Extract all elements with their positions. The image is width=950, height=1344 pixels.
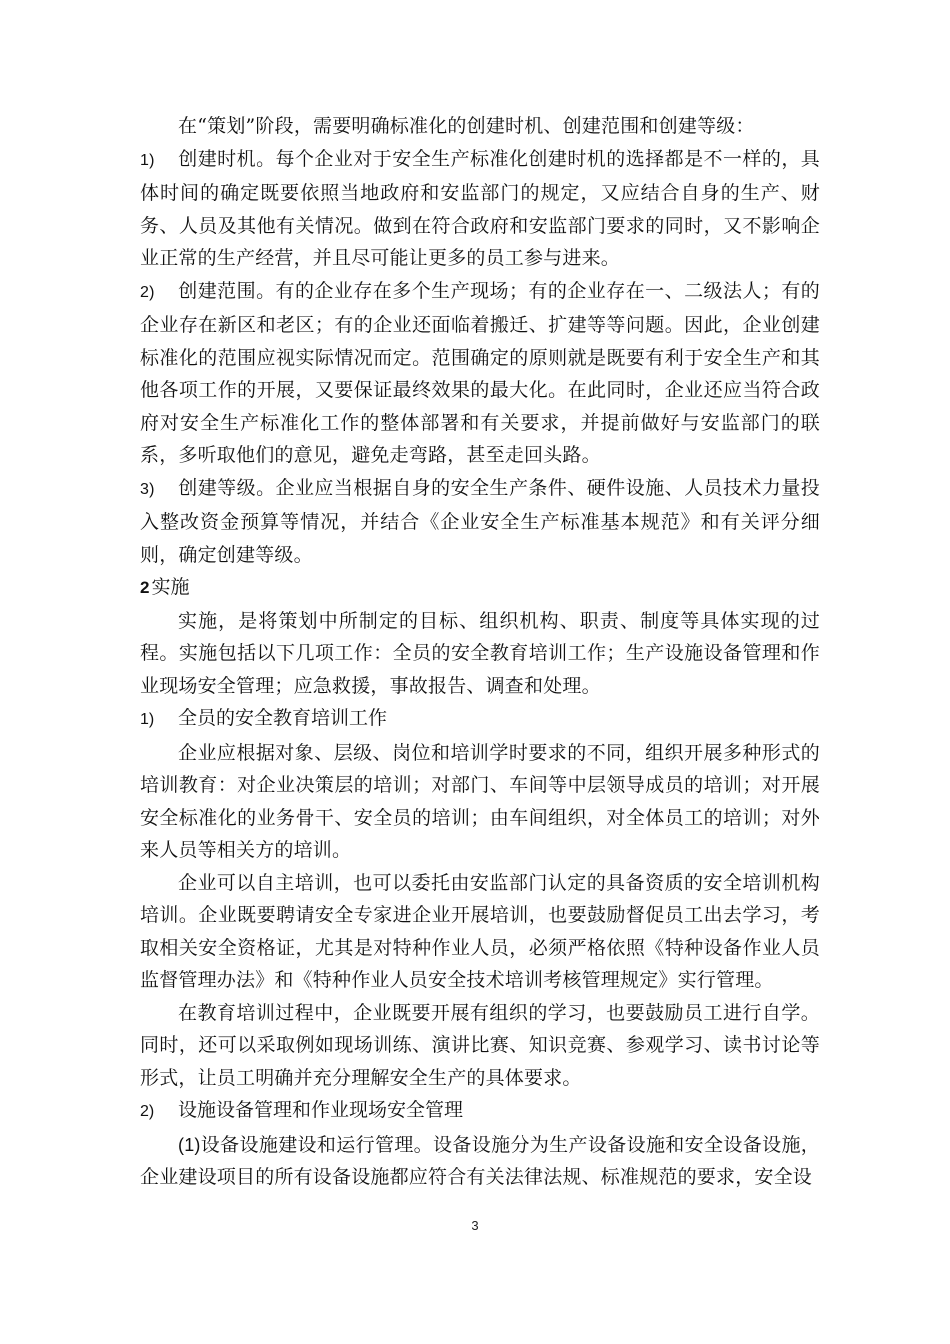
item-text: 创建范围。有的企业存在多个生产现场；有的企业存在一、二级法人；有的企业存在新区和老区；有的企业还面临着搬迁、扩建等等问题。因此，企业创建标准化的范围应视实际情况而定。范围确定的原则就是既要有利于安全生产和其他各项工作的开展，又要保证最终效果的最大化。在此同时，企业还应当符合政府对安全生产标准化工作的整体部署和有关要求，并提前做好与安监部门的联系，多听取他们的意见，避免走弯路，甚至走回头路。 [140, 279, 820, 466]
item-text: 创建等级。企业应当根据自身的安全生产条件、硬件设施、人员技术力量投入整改资金预算等情况，并结合《企业安全生产标准基本规范》和有关评分细则，确定创建等级。 [140, 476, 820, 566]
subsection-title: 全员的安全教育培训工作 [178, 707, 388, 729]
subsection-heading-equipment [140, 1094, 820, 1129]
planning-item-scope [140, 275, 820, 472]
item-number: 2) [140, 1103, 155, 1120]
training-paragraph: 在教育培训过程中，企业既要开展有组织的学习，也要鼓励员工进行自学。同时，还可以采取例如现场训练、演讲比赛、知识竞赛、参观学习、读书讨论等形式，让员工明确并充分理解安全生产的具体要求。 [140, 1001, 820, 1089]
item-number: 1) [140, 711, 155, 728]
subsection-heading-training [140, 702, 820, 737]
page-content [140, 110, 820, 1194]
page-number: 3 [471, 1218, 479, 1233]
item-number: 3) [140, 480, 155, 498]
sub-item-number: (1) [178, 1134, 201, 1155]
training-paragraph: 企业可以自主培训，也可以委托由安监部门认定的具备资质的安全培训机构培训。企业既要聘请安全专家进企业开展培训，也要鼓励督促员工出去学习，考取相关安全资格证，尤其是对特种作业人员，必须严格依照《特种设备作业人员监督管理办法》和《特种作业人员安全技术培训考核管理规定》实行管理。 [140, 871, 820, 991]
section-heading-implementation [140, 571, 820, 605]
planning-item-timing [140, 143, 820, 275]
planning-item-level [140, 472, 820, 572]
section-title: 实施 [151, 576, 190, 598]
implementation-intro: 实施，是将策划中所制定的目标、组织机构、职责、制度等具体实现的过程。实施包括以下几项工作：全员的安全教育培训工作；生产设施设备管理和作业现场安全管理；应急救援，事故报告、调查和处理。 [140, 609, 820, 697]
equipment-text: 设备设施建设和运行管理。设备设施分为生产设备设施和安全设备设施，企业建设项目的所有设备设施都应符合有关法律法规、标准规范的要求，安全设 [140, 1133, 820, 1188]
subsection-title: 设施设备管理和作业现场安全管理 [178, 1099, 464, 1121]
equipment-paragraph [140, 1129, 820, 1194]
item-number: 1) [140, 151, 155, 169]
section-number: 2 [140, 578, 150, 597]
item-number: 2) [140, 283, 155, 301]
training-paragraph: 企业应根据对象、层级、岗位和培训学时要求的不同，组织开展多种形式的培训教育：对企业决策层的培训；对部门、车间等中层领导成员的培训；对开展安全标准化的业务骨干、安全员的培训；由车间组织，对全体员工的培训；对外来人员等相关方的培训。 [140, 741, 820, 861]
item-text: 创建时机。每个企业对于安全生产标准化创建时机的选择都是不一样的，具体时间的确定既要依照当地政府和安监部门的规定，又应结合自身的生产、财务、人员及其他有关情况。做到在符合政府和安监部门要求的同时，又不影响企业正常的生产经营，并且尽可能让更多的员工参与进来。 [140, 147, 820, 269]
planning-intro: 在“策划”阶段，需要明确标准化的创建时机、创建范围和创建等级： [178, 115, 755, 137]
